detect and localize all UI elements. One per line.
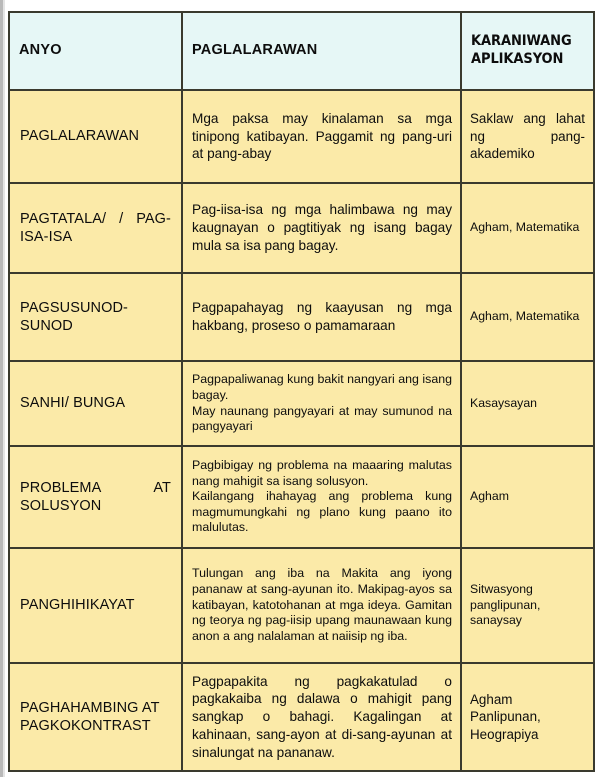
row-anyo-label: SANHI/ BUNGA [20, 395, 126, 412]
row-aplikasyon-cell [461, 446, 594, 548]
table-row [9, 90, 594, 183]
paragraph: Pagpapahayag ng kaayusan ng mga hakbang, proseso o pamamaraan [192, 300, 452, 333]
row-paglalarawan-cell [182, 90, 461, 183]
row-paglalarawan-cell [182, 548, 461, 663]
row-paglalarawan-text [183, 297, 460, 336]
table-row [9, 446, 594, 548]
row-paglalarawan-text [183, 370, 460, 437]
row-anyo-cell [9, 446, 182, 548]
row-paglalarawan-text [183, 199, 460, 256]
row-anyo-cell [9, 273, 182, 361]
row-anyo-label: PAGTATALA/ / PAG-ISA-ISA [20, 210, 171, 245]
header-row [9, 12, 594, 90]
column-header-paglalarawan [182, 12, 461, 90]
paragraph: Pag-iisa-isa ng mga halimbawa ng may kaugnayan o pagtitiyak ng isang bagay mula sa isa pang bagay. [192, 202, 452, 253]
row-aplikasyon-cell [461, 90, 594, 183]
row-aplikasyon-cell [461, 273, 594, 361]
row-aplikasyon-cell [461, 663, 594, 771]
row-anyo-label: PROBLEMA AT SOLUSYON [20, 479, 171, 514]
column-header-karaniwang-aplikasyon [461, 12, 594, 90]
row-anyo-label: PANGHIHIKAYAT [20, 597, 135, 614]
row-paglalarawan-text [183, 671, 460, 763]
paragraph: Pagpapakita ng pagkakatulad o pagkakaiba ng dalawa o mahigit pang sangkap o bahagi. Kagalingan at kahinaan, sang-ayon at di-sang-ayunan at sinalungat na pananaw. [192, 673, 452, 760]
row-paglalarawan-cell [182, 361, 461, 446]
row-paglalarawan-cell [182, 663, 461, 771]
table-body [9, 90, 594, 771]
row-aplikasyon-text: Agham, Matematika [470, 220, 580, 235]
paragraph: Pagpapaliwanag kung bakit nangyari ang isang bagay. [192, 372, 452, 402]
row-anyo-label: PAGHAHAMBING AT PAGKOKONTRAST [20, 699, 160, 734]
table-header [9, 12, 594, 90]
column-header-paglalarawan-label: PAGLALARAWAN [192, 42, 318, 59]
row-anyo-cell [9, 663, 182, 771]
row-aplikasyon-text: Sitwasyong panglipunan, sanaysay [470, 581, 541, 628]
column-header-anyo [9, 12, 182, 90]
row-paglalarawan-text [183, 456, 460, 538]
paragraph: Kailangang ihahayag ang problema kung magmumungkahi ng plano kung paano ito malulutas. [192, 489, 452, 535]
row-anyo-label: PAGLALARAWAN [20, 128, 140, 145]
table-row [9, 183, 594, 273]
table-row [9, 361, 594, 446]
row-paglalarawan-text [183, 564, 460, 646]
row-anyo-cell [9, 90, 182, 183]
row-aplikasyon-cell [461, 361, 594, 446]
column-header-anyo-label: ANYO [19, 42, 62, 59]
row-anyo-label: PAGSUSUNOD-SUNOD [20, 299, 128, 334]
row-aplikasyon-text: Kasaysayan [470, 395, 537, 410]
row-paglalarawan-cell [182, 446, 461, 548]
anyo-ng-sulatin-table [8, 11, 595, 772]
row-anyo-cell [9, 183, 182, 273]
table-row [9, 663, 594, 771]
page-left-edge-inner [3, 0, 5, 777]
row-paglalarawan-cell [182, 183, 461, 273]
paragraph: Tulungan ang iba na Makita ang iyong pananaw at sang-ayunan ito. Makipag-ayos sa katibayan, katotohanan at mga ideya. Gamitan ng teorya ng pag-iisip upang maunawaan kung anon a ang nalalaman at naiisip ng iba. [192, 566, 452, 643]
table-row [9, 548, 594, 663]
paragraph: Pagbibigay ng problema na maaaring malutas nang mahigit sa isang solusyon. [192, 457, 452, 488]
row-aplikasyon-cell [461, 183, 594, 273]
row-paglalarawan-text [183, 108, 460, 165]
row-aplikasyon-text: Agham Panlipunan, Heograpiya [470, 691, 541, 742]
row-aplikasyon-text: Agham, Matematika [470, 309, 580, 324]
row-aplikasyon-cell [461, 548, 594, 663]
table-row [9, 273, 594, 361]
paragraph: May naunang pangyayari at may sumunod na pangyayari [192, 403, 452, 434]
paragraph: Mga paksa may kinalaman sa mga tinipong katibayan. Paggamit ng pang-uri at pang-abay [192, 110, 452, 162]
row-paglalarawan-cell [182, 273, 461, 361]
column-header-karaniwang-aplikasyon-label: KARANIWANG APLIKASYON [471, 33, 572, 67]
row-aplikasyon-text: Saklaw ang lahat ng pang-akademiko [470, 111, 585, 162]
row-anyo-cell [9, 361, 182, 446]
row-anyo-cell [9, 548, 182, 663]
row-aplikasyon-text: Agham [470, 489, 509, 504]
